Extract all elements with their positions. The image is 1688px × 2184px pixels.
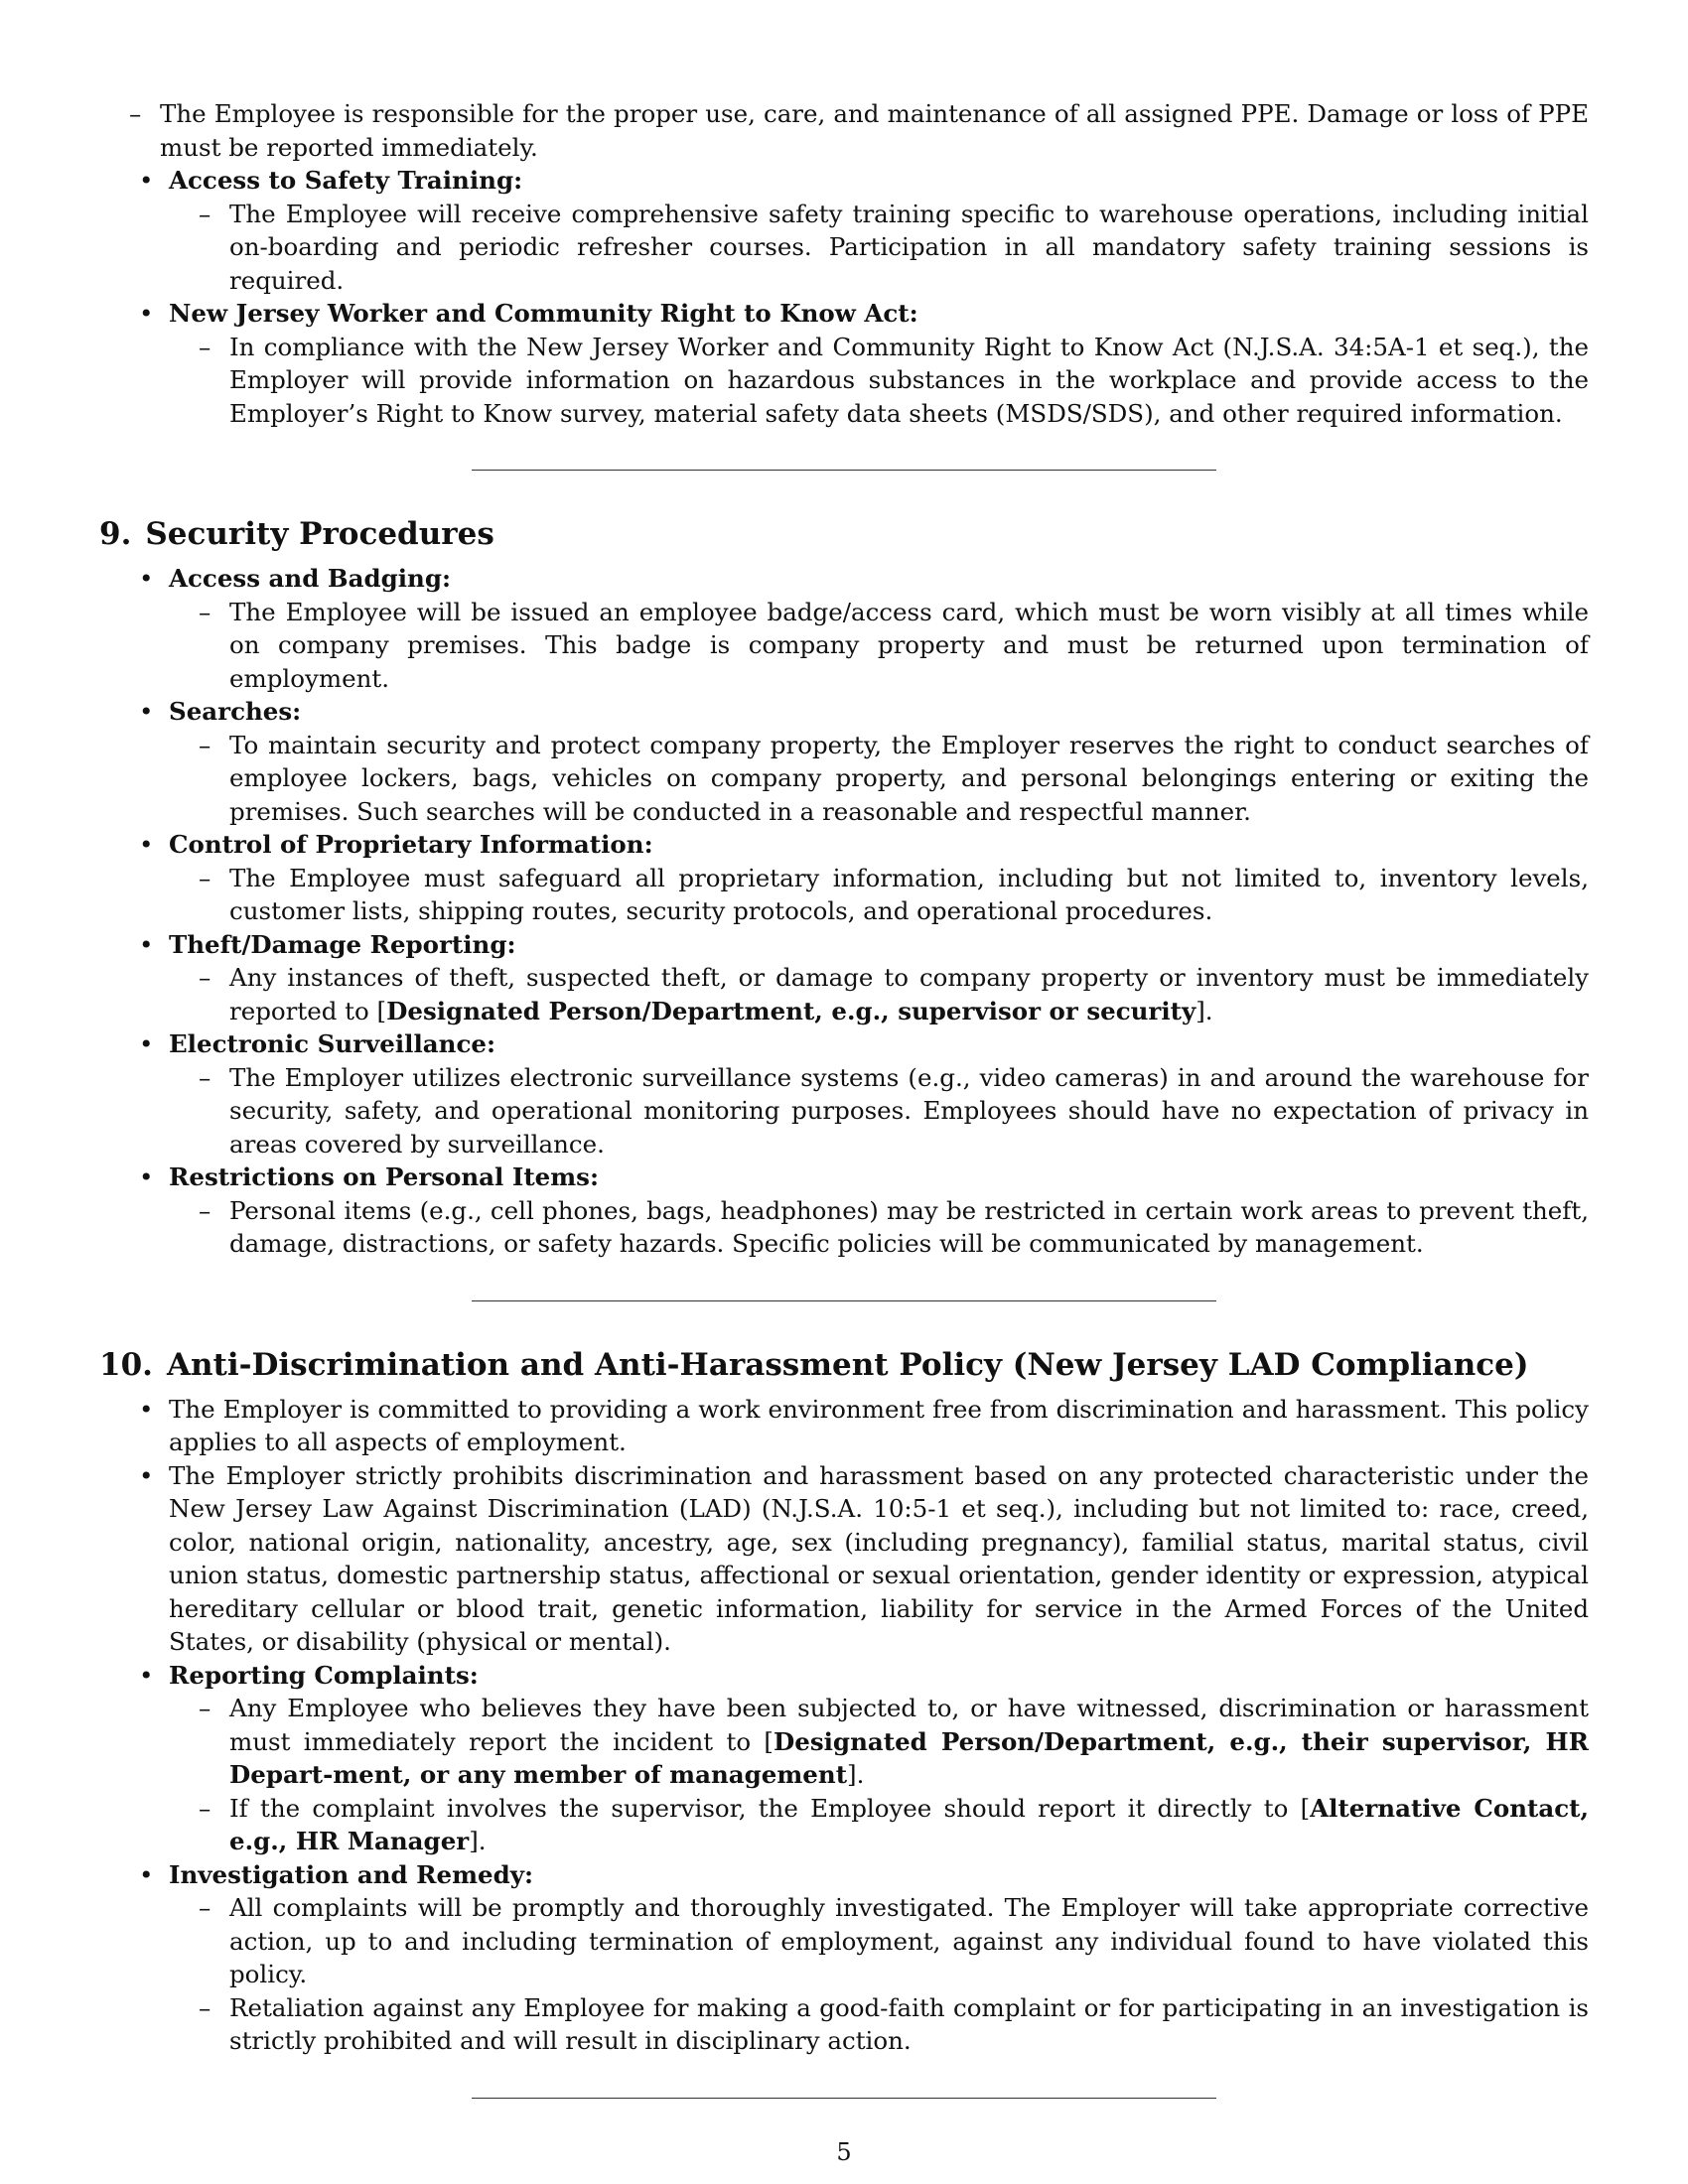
section-10-title-text: Anti-Discrimination and Anti-Harassment Policy (New Jersey LAD Compliance) [166, 1346, 1529, 1383]
ppe-care-item: – The Employee is responsible for the proper use, care, and maintenance of all assigned PPE. Damage or loss of PPE must be reported immediately. [160, 97, 1589, 164]
investigation-text-2: – Retaliation against any Employee for making a good-faith complaint or for participating in an investigation is strictly prohibited and will result in disciplinary action. [229, 1991, 1589, 2058]
searches-heading: Searches: [169, 697, 302, 726]
reporting-complaints-item [169, 1659, 1589, 1858]
reporting-sublist [169, 1692, 1589, 1858]
reporting-text-1 [229, 1692, 1589, 1792]
proprietary-info-text: – The Employee must safeguard all proprietary information, including but not limited to, inventory levels, customer lists, shipping routes, security protocols, and operational procedures. [229, 862, 1589, 928]
personal-items-text: – Personal items (e.g., cell phones, bags, headphones) may be restricted in certain work areas to prevent theft, damage, distractions, or safety hazards. Specific policies will be communicated by management. [229, 1194, 1589, 1261]
reporting-2-post: ]. [469, 1827, 487, 1855]
investigation-sublist [169, 1891, 1589, 2058]
section-divider [472, 1300, 1216, 1301]
theft-text-pre: Any instances of theft, suspected theft, or damage to company property or inventory must be immediately reported to [ [229, 963, 1589, 1025]
right-to-know-item [169, 297, 1589, 430]
theft-damage-heading: Theft/Damage Reporting: [169, 929, 516, 959]
safety-training-heading: Access to Safety Training: [169, 166, 523, 195]
searches-sublist [169, 729, 1589, 829]
surveillance-sublist [169, 1061, 1589, 1161]
reporting-1-placeholder: Designated Person/Department, e.g., their supervisor, HR Depart-ment, or any member of management [229, 1726, 1590, 1789]
investigation-text-1: – All complaints will be promptly and thoroughly investigated. The Employer will take appropriate corrective action, up to and including termination of employment, against any individual found to have violated this policy. [229, 1891, 1589, 1991]
list-item [169, 1027, 1589, 1160]
theft-text-post: ]. [1196, 996, 1213, 1025]
personal-items-sublist [169, 1194, 1589, 1261]
list-item [169, 928, 1589, 1028]
personal-items-heading: Restrictions on Personal Items: [169, 1162, 600, 1191]
section-divider [472, 2098, 1216, 2099]
searches-text: – To maintain security and protect company property, the Employer reserves the right to conduct searches of employee lockers, bags, vehicles on company property, and personal belongings entering or exiting the premises. Such searches will be conducted in a reasonable and respectful manner. [229, 729, 1589, 829]
safety-training-text: – The Employee will receive comprehensive safety training specific to warehouse operations, including initial on-boarding and periodic refresher courses. Participation in all mandatory safety training sessions is required. [229, 198, 1589, 298]
access-badging-text: – The Employee will be issued an employee badge/access card, which must be worn visibly at all times while on company premises. This badge is company property and must be returned upon termination of employment. [229, 596, 1589, 696]
reporting-1-pre: Any Employee who believes they have been subjected to, or have witnessed, discrimination or harassment must immediately report the incident to [ [229, 1694, 1589, 1756]
right-to-know-sublist [169, 331, 1589, 431]
section-9-title-text: Security Procedures [145, 516, 494, 552]
theft-text-placeholder: Designated Person/Department, e.g., supervisor or security [386, 996, 1196, 1025]
right-to-know-text: – In compliance with the New Jersey Worker and Community Right to Know Act (N.J.S.A. 34:5A-1 et seq.), the Employer will provide information on hazardous substances in the workplace and provide access to the Employer’s Right to Know survey, material safety data sheets (MSDS/SDS), and other required information. [229, 331, 1589, 431]
anti-discrimination-list [99, 1393, 1589, 2058]
reporting-2-placeholder: Alternative Contact, e.g., HR Manager [229, 1793, 1589, 1855]
reporting-2-pre: If the complaint involves the supervisor, the Employee should report it directly to [ [229, 1793, 1311, 1823]
security-list [99, 562, 1589, 1261]
access-badging-heading: Access and Badging: [169, 564, 452, 593]
investigation-item [169, 1858, 1589, 2058]
policy-commitment: • The Employer is committed to providing a work environment free from discrimination and harassment. This policy applies to all aspects of employment. [169, 1393, 1589, 1459]
reporting-text-2 [229, 1792, 1589, 1858]
surveillance-text: – The Employer utilizes electronic surveillance systems (e.g., video cameras) in and around the warehouse for security, safety, and operational monitoring purposes. Employees should have no expectation of privacy in areas covered by surveillance. [229, 1061, 1589, 1161]
ppe-sublist [99, 97, 1589, 164]
section-9-title [99, 514, 1589, 554]
right-to-know-heading: New Jersey Worker and Community Right to Know Act: [169, 299, 918, 328]
theft-damage-sublist [169, 961, 1589, 1027]
proprietary-info-sublist [169, 862, 1589, 928]
section-10-number: 10. [99, 1346, 153, 1383]
theft-damage-text [229, 961, 1589, 1027]
list-item [169, 1160, 1589, 1261]
list-item [169, 828, 1589, 928]
safety-list [99, 164, 1589, 430]
section-10-title [99, 1345, 1589, 1385]
page-content [99, 97, 1589, 2099]
safety-training-item [169, 164, 1589, 297]
investigation-heading: Investigation and Remedy: [169, 1859, 534, 1889]
access-badging-sublist [169, 596, 1589, 696]
section-9-number: 9. [99, 516, 132, 552]
page-number: 5 [836, 2138, 852, 2166]
surveillance-heading: Electronic Surveillance: [169, 1029, 496, 1058]
section-divider [472, 470, 1216, 471]
protected-characteristics: • The Employer strictly prohibits discrimination and harassment based on any protected characteristic under the New Jersey Law Against Discrimination (LAD) (N.J.S.A. 10:5-1 et seq.), including but not limited to: race, creed, color, national origin, nationality, ancestry, age, sex (including pregnancy), familial status, marital status, civil union status, domestic partnership status, affectional or sexual orientation, gender identity or expression, atypical hereditary cellular or blood trait, genetic information, liability for service in the Armed Forces of the United States, or disability (physical or mental). [169, 1459, 1589, 1659]
proprietary-info-heading: Control of Proprietary Information: [169, 830, 653, 859]
reporting-1-post: ]. [847, 1760, 865, 1789]
safety-training-sublist [169, 198, 1589, 298]
list-item [169, 562, 1589, 695]
reporting-complaints-heading: Reporting Complaints: [169, 1660, 479, 1690]
list-item [169, 695, 1589, 828]
